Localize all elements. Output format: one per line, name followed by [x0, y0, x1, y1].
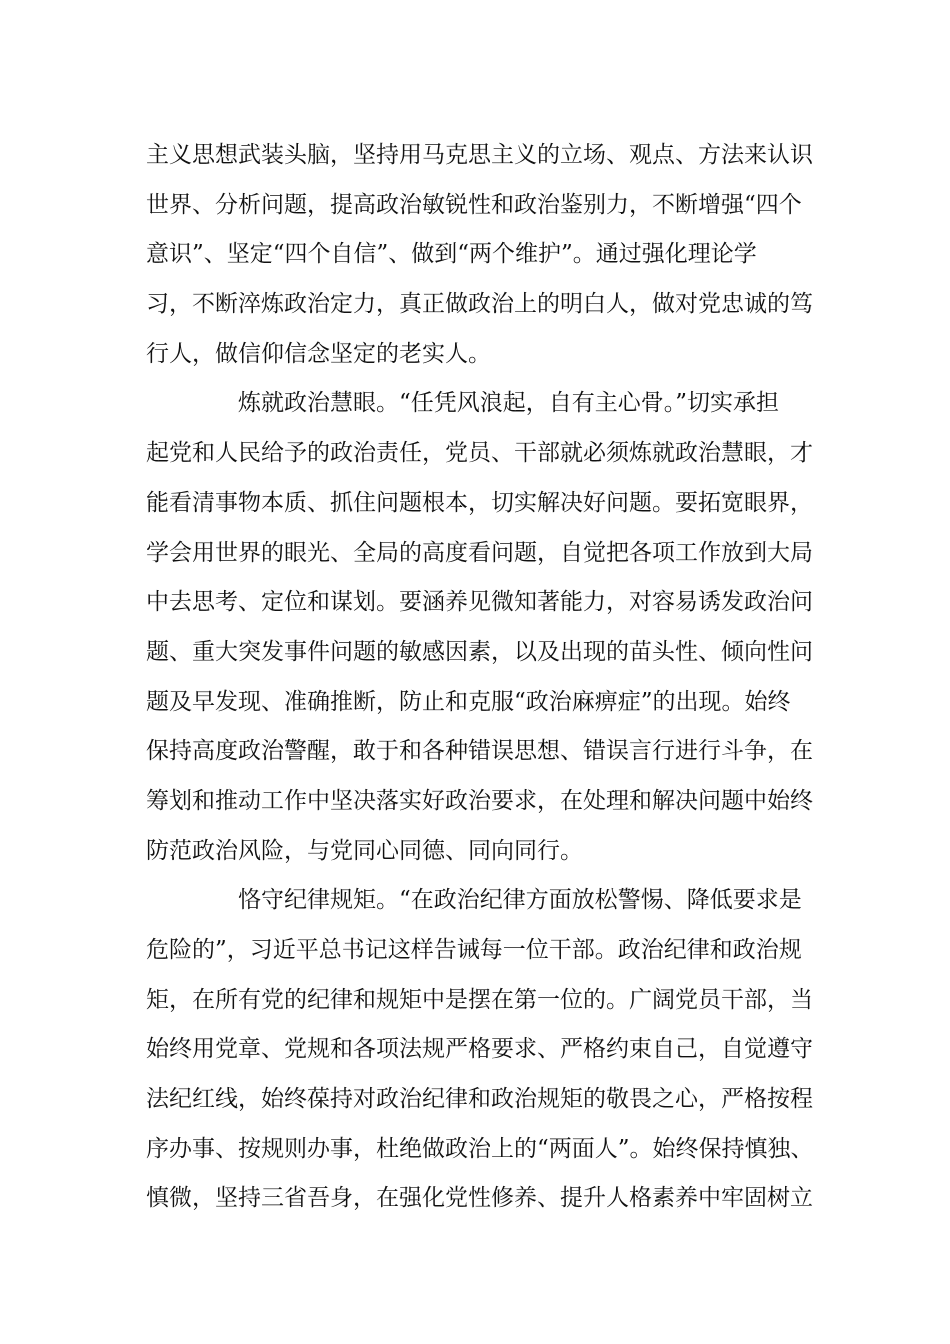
body-text: [146, 131, 836, 1224]
text-line: 起党和人民给予的政治责任，党员、干部就必须炼就政治慧眼，才: [146, 440, 813, 467]
text-line: 题及早发现、准确推断，防止和克服“政治麻痹症”的出现。始终: [146, 688, 791, 715]
text-line: 序办事、按规则办事，杜绝做政治上的“两面人”。始终保持慎独、: [146, 1135, 814, 1162]
text-line: 学会用世界的眼光、全局的高度看问题，自觉把各项工作放到大局: [146, 539, 813, 566]
text-line: 慎微，坚持三省吾身，在强化党性修养、提升人格素养中牢固树立: [146, 1185, 813, 1212]
text-line: 世界、分析问题，提高政治敏锐性和政治鉴别力，不断增强“四个: [146, 191, 802, 218]
paragraph-heading-line: 炼就政治慧眼。“任凭风浪起，自有主心骨。”切实承担: [238, 390, 780, 417]
text-line: 意识”、坚定“四个自信”、做到“两个维护”。通过强化理论学: [146, 241, 757, 268]
text-line: 法纪红线，始终葆持对政治纪律和政治规矩的敬畏之心，严格按程: [146, 1086, 813, 1113]
text-line: 题、重大突发事件问题的敏感因素，以及出现的苗头性、倾向性问: [146, 638, 813, 665]
text-line: 行人，做信仰信念坚定的老实人。: [146, 340, 491, 367]
text-line: 习，不断淬炼政治定力，真正做政治上的明白人，做对党忠诚的笃: [146, 291, 813, 318]
text-line: 能看清事物本质、抓住问题根本，切实解决好问题。要拓宽眼界，: [146, 489, 813, 516]
text-line: 危险的”，习近平总书记这样告诫每一位干部。政治纪律和政治规: [146, 937, 802, 963]
text-line: 保持高度政治警醒，敢于和各种错误思想、错误言行进行斗争，在: [146, 738, 813, 765]
text-line: 筹划和推动工作中坚决落实好政治要求，在处理和解决问题中始终: [146, 787, 813, 814]
text-line: 矩，在所有党的纪律和规矩中是摆在第一位的。广阔党员干部，当: [146, 986, 813, 1013]
paragraph-heading-line: 恪守纪律规矩。“在政治纪律方面放松警惕、降低要求是: [238, 887, 802, 914]
text-line: 中去思考、定位和谋划。要涵养见微知著能力，对容易诱发政治问: [146, 589, 813, 616]
text-line: 主义思想武装头脑，坚持用马克思主义的立场、观点、方法来认识: [146, 142, 813, 168]
text-line: 始终用党章、党规和各项法规严格要求、严格约束自己，自觉遵守: [146, 1036, 813, 1063]
text-line: 防范政治风险，与党同心同德、同向同行。: [146, 837, 583, 864]
